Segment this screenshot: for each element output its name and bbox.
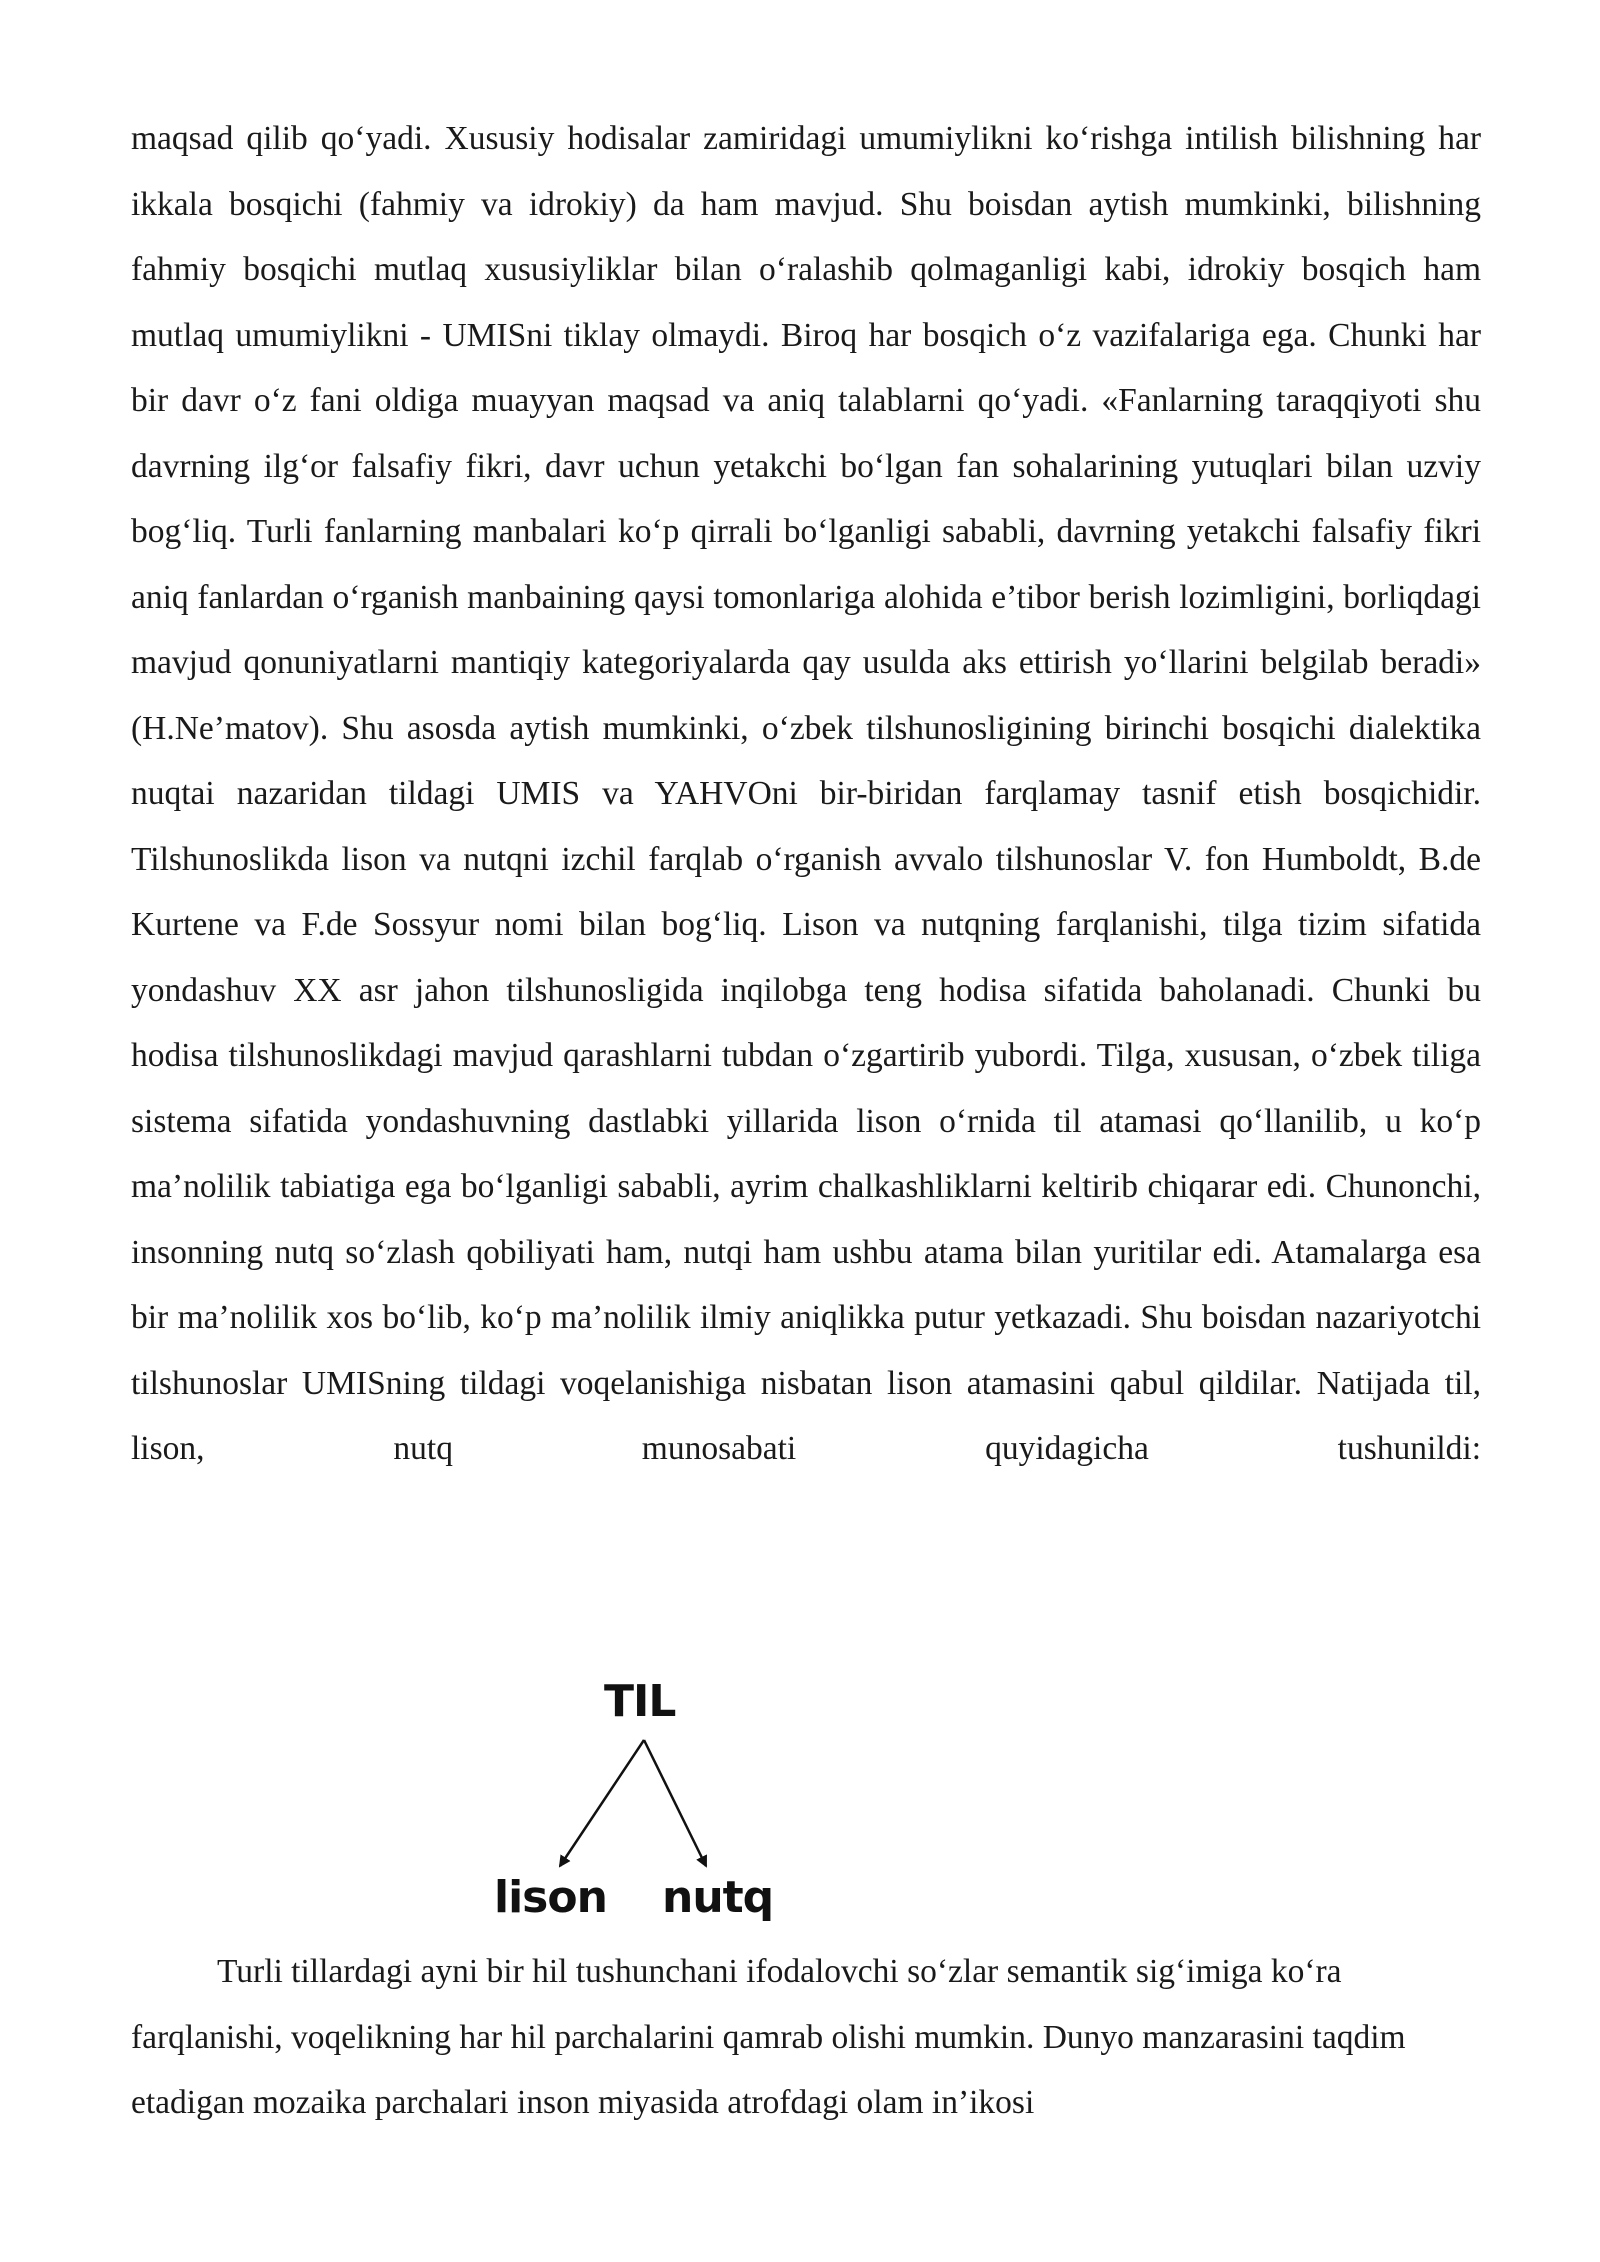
diagram-child-label-nutq: nutq bbox=[662, 1872, 774, 1923]
til-lison-nutq-diagram bbox=[480, 1660, 780, 1940]
body-paragraph-2: Turli tillardagi ayni bir hil tushunchani ifodalovchi so‘zlar semantik sig‘imiga ko‘ra farqlanishi, voqelikning har hil parchalarini qamrab olishi mumkin. Dunyo manzarasini taqdim etadigan mozaika parchalari inson miyasida atrofdagi olam in’ikosi bbox=[131, 1953, 1406, 2121]
diagram-root-label: TIL bbox=[604, 1676, 676, 1727]
body-paragraph-1: maqsad qilib qo‘yadi. Xususiy hodisalar zamiridagi umumiylikni ko‘rishga intilish bilishning har ikkala bosqichi (fahmiy va idrokiy) da ham mavjud. Shu boisdan aytish mumkinki, bilishning fahmiy bosqichi mutlaq xususiyliklar bilan o‘ralashib qolmaganligi kabi, idrokiy bosqich ham mutlaq umumiylikni - UMISni tiklay olmaydi. Biroq har bosqich o‘z vazifalariga ega. Chunki har bir davr o‘z fani oldiga muayyan maqsad va aniq talablarni qo‘yadi. «Fanlarning taraqqiyoti shu davrning ilg‘or falsafiy fikri, davr uchun yetakchi bo‘lgan fan sohalarining yutuqlari bilan uzviy bog‘liq. Turli fanlarning manbalari ko‘p qirrali bo‘lganligi sababli, davrning yetakchi falsafiy fikri aniq fanlardan o‘rganish manbaining qaysi tomonlariga alohida e’tibor berish lozimligini, borliqdagi mavjud qonuniyatlarni mantiqiy kategoriyalarda qay usulda aks ettirish yo‘llarini belgilab beradi» (H.Ne’matov). Shu asosda aytish mumkinki, o‘zbek tilshunosligining birinchi bosqichi dialektika nuqtai nazaridan tildagi UMIS va YAHVOni bir-biridan farqlamay tasnif etish bosqichidir. Tilshunoslikda lison va nutqni izchil farqlab o‘rganish avvalo tilshunoslar V. fon Humboldt, B.de Kurtene va F.de Sossyur nomi bilan bog‘liq. Lison va nutqning farqlanishi, tilga tizim sifatida yondashuv XX asr jahon tilshunosligida inqilobga teng hodisa sifatida baholanadi. Chunki bu hodisa tilshunoslikdagi mavjud qarashlarni tubdan o‘zgartirib yubordi. Tilga, xususan, o‘zbek tiliga sistema sifatida yondashuvning dastlabki yillarida lison o‘rnida til atamasi qo‘llanilib, u ko‘p ma’nolilik tabiatiga ega bo‘lganligi sababli, ayrim chalkashliklarni keltirib chiqarar edi. Chunonchi, insonning nutq so‘zlash qobiliyati ham, nutqi ham ushbu atama bilan yuritilar edi. Atamalarga esa bir ma’nolilik xos bo‘lib, ko‘p ma’nolilik ilmiy aniqlikka putur yetkazadi. Shu boisdan nazariyotchi tilshunoslar UMISning tildagi voqelanishiga nisbatan lison atamasini qabul qildilar. Natijada til, lison, nutq munosabati quyidagicha tushunildi: bbox=[131, 120, 1481, 1467]
arrow-to-nutq bbox=[644, 1740, 706, 1866]
arrow-to-lison bbox=[560, 1740, 644, 1866]
diagram-child-label-lison: lison bbox=[494, 1872, 607, 1923]
